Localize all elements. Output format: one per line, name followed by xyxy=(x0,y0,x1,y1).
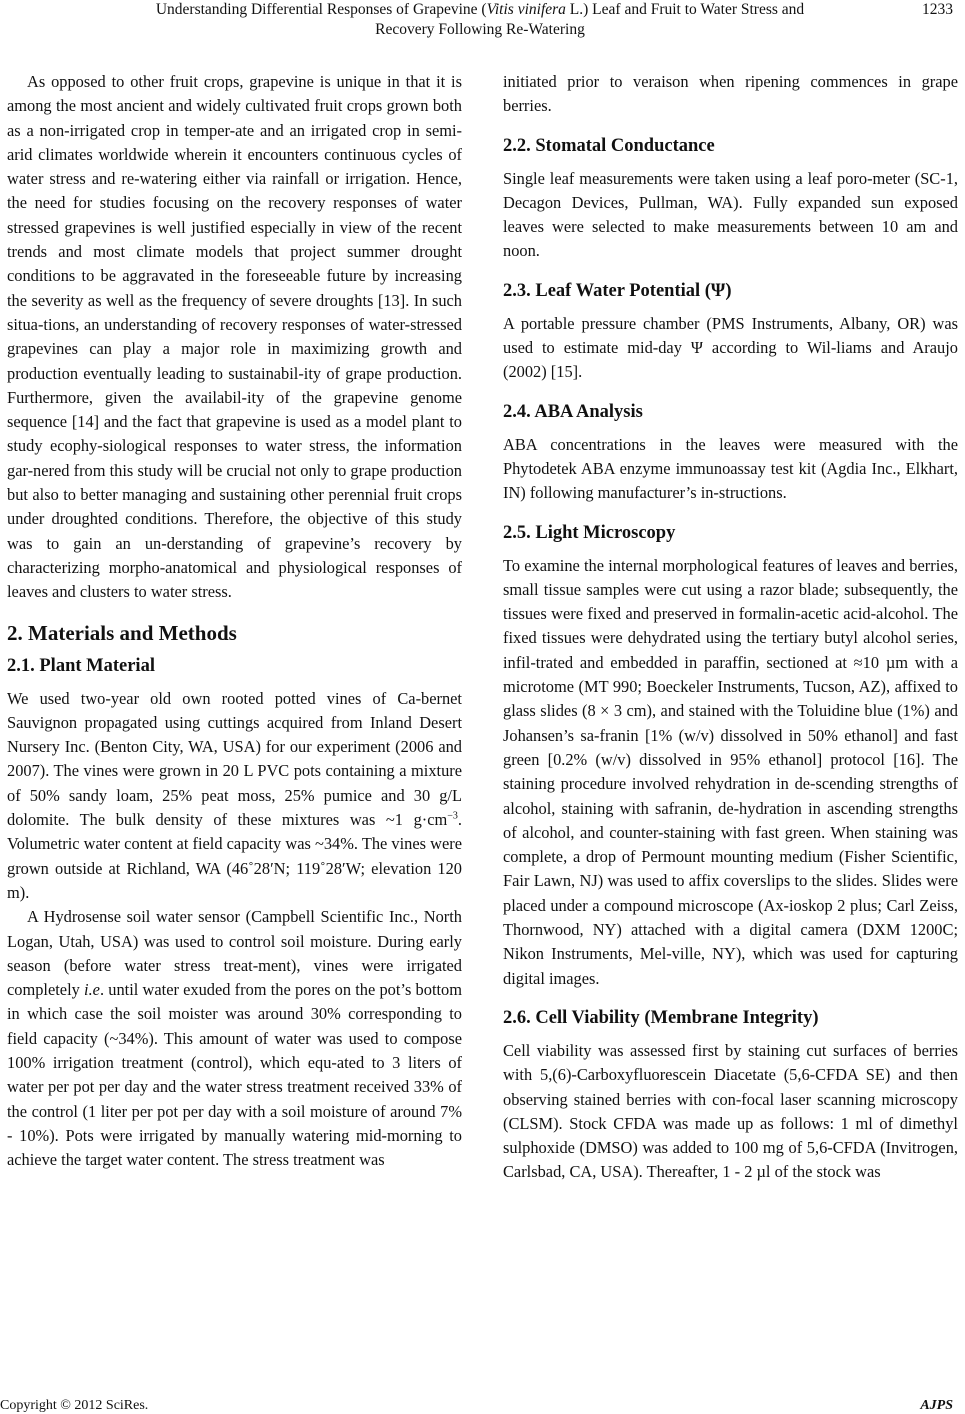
plant-para2-text-a: A Hydrosense soil water sensor (Campbell Scientific Inc., North Logan, Utah, USA) was used to control soil moisture. During early season (before water stress treat-ment), vines were irrigated completely xyxy=(7,907,462,1000)
cell-viability-paragraph: Cell viability was assessed first by staining cut surfaces of berries with 5,(6)-Carboxyfluorescein Diacetate (5,6-CFDA SE) and then observing stained berries with con-focal laser scanning microscopy (CLSM). Stock CFDA was made up as follows: 1 ml of dimethyl sulphoxide (DMSO) was added to 100 mg of 5,6-CFDA (Invitrogen, Carlsbad, CA, USA). Thereafter, 1 - 2 µl of the stock was xyxy=(503,1040,958,1182)
running-title-line2: Recovery Following Re-Watering xyxy=(375,21,585,38)
footer-copyright: Copyright © 2012 SciRes. xyxy=(0,1398,149,1413)
leaf-water-potential-paragraph: A portable pressure chamber (PMS Instruments, Albany, OR) was used to estimate mid-day Ψ according to Wil-liams and Araujo (2002) [15]. xyxy=(503,313,958,382)
plant-para2-text-b: . until water exuded from the pores on the pot’s bottom in which case the soil moister was around 30% corresponding to field capacity (~34%). This amount of water was used to compose 100% irrigation treatment (control), which equ-ated to 3 liters of water per pot per day and the water stress treatment received 33% of the control (1 liter per pot per day with a soil moisture of around 7% - 10%). Pots were irrigated by manually watering mid-morning to achieve the target water content. The stress treatment was xyxy=(7,980,462,1170)
running-title-part1: Understanding Differential Responses of Grapevine ( xyxy=(155,1,487,18)
stomatal-conductance-paragraph: Single leaf measurements were taken using a leaf poro-meter (SC-1, Decagon Devices, Pullman, WA). Fully expanded sun exposed leaves were selected to make measurements between 10 am and noon. xyxy=(503,168,958,261)
intro-paragraph: As opposed to other fruit crops, grapevine is unique in that it is among the most ancient and widely cultivated fruit crops grown both as a non-irrigated crop in temper-ate and an irrigated crop in semi-arid climates worldwide wherein it encounters continuous cycles of water stress and re-watering either via rainfall or irrigation. Hence, the need for studies focusing on the recovery responses of water stressed grapevines is well justified especially in view of the recent trends and most climate models that project summer drought conditions to be aggravated in the foreseeable future by increasing the severity as well as the frequency of severe droughts [13]. In such situa-tions, an understanding of recovery responses of water-stressed grapevines can play a major role in maximizing growth and production eventually leading to sustainabil-ity of grape production. Furthermore, given the availabil-ity of the grapevine genome sequence [14] and the fact that grapevine is used as a model plant to study ecophy-siological responses to water stress, the information gar-nered from this study will be crucial not only to grape production but also to better managing and sustaining other perennial fruit crops under droughted conditions. Therefore, the objective of this study was to gain an un-derstanding of grapevine’s recovery by characterizing morpho-anatomical and physiological responses of leaves and clusters to water stress. xyxy=(7,72,462,602)
left-column xyxy=(7,70,462,1172)
running-title-part2: L.) Leaf and Fruit to Water Stress and xyxy=(565,1,805,18)
plant-material-paragraph-2 xyxy=(7,905,462,1172)
running-title-line1 xyxy=(110,0,850,20)
subsection-heading-plant-material: 2.1. Plant Material xyxy=(7,655,155,676)
right-column xyxy=(503,70,958,1185)
ie-abbreviation: i.e xyxy=(84,980,100,1000)
running-header xyxy=(110,0,850,40)
light-microscopy-paragraph: To examine the internal morphological features of leaves and berries, small tissue samples were cut using a razor blade; subsequently, the tissues were fixed and preserved in formalin-acetic acid-alcohol. The fixed tissues were dehydrated using the tertiary butyl alcohol series, infil-trated and embedded in paraffin, sectioned at ≈10 µm with a microtome (MT 990; Boeckeler Instruments, Tucson, AZ), affixed to glass slides (8 × 3 cm), and stained with the Toluidine blue (1%) and Johansen’s sa-franin [1% (w/v) dissolved in 50% ethanol] and fast green [0.2% (w/v) dissolved in 95% ethanol] protocol [16]. The staining procedure involved rehydration in de-scending strengths of alcohol, staining with safranin, de-hydration in ascending strengths of alcohol, and counter-staining with fast green. When staining was complete, a drop of Permount mounting medium (Fisher Scientific, Fair Lawn, NJ) was used to affix coverslips to the slides. Slides were placed under a compound microscope (Ax-ioskop 2 plus; Carl Zeiss, Thornwood, NY) attached with a digital camera (DXM 1200C; Nikon Instruments, Mel-ville, NY), which was used for capturing digital images. xyxy=(503,555,958,988)
page-number: 1233 xyxy=(922,1,953,18)
subsection-heading-cell-viability: 2.6. Cell Viability (Membrane Integrity) xyxy=(503,1007,819,1028)
plant-para1-text-b: . Volumetric water content at field capacity was ~34%. The vines were grown outside at Richland, WA (46˚28′N; 119˚28′W; elevation 120 m). xyxy=(7,810,462,902)
species-name: Vitis vinifera xyxy=(486,1,566,18)
subsection-heading-light-microscopy: 2.5. Light Microscopy xyxy=(503,522,676,543)
footer-journal: AJPS xyxy=(920,1398,953,1413)
aba-analysis-paragraph: ABA concentrations in the leaves were measured with the Phytodetek ABA enzyme immunoassay test kit (Agdia Inc., Elkhart, IN) following manufacturer’s in-structions. xyxy=(503,434,958,503)
superscript-exponent: −3 xyxy=(447,810,458,822)
section-heading-materials-methods: 2. Materials and Methods xyxy=(7,620,237,645)
subsection-heading-aba-analysis: 2.4. ABA Analysis xyxy=(503,401,643,422)
subsection-heading-leaf-water-potential: 2.3. Leaf Water Potential (Ψ) xyxy=(503,280,732,301)
continued-paragraph: initiated prior to veraison when ripening commences in grape berries. xyxy=(503,72,958,116)
subsection-heading-stomatal-conductance: 2.2. Stomatal Conductance xyxy=(503,135,715,156)
plant-material-paragraph-1 xyxy=(7,687,462,906)
plant-para1-text-a: We used two-year old own rooted potted vines of Ca-bernet Sauvignon propagated using cuttings acquired from Inland Desert Nursery Inc. (Benton City, WA, USA) for our experiment (2006 and 2007). The vines were grown in 20 L PVC pots containing a mixture of 50% sandy loam, 25% peat moss, 25% pumice and 30 g/L dolomite. The bulk density of these mixtures was ~1 g·cm xyxy=(7,688,462,830)
